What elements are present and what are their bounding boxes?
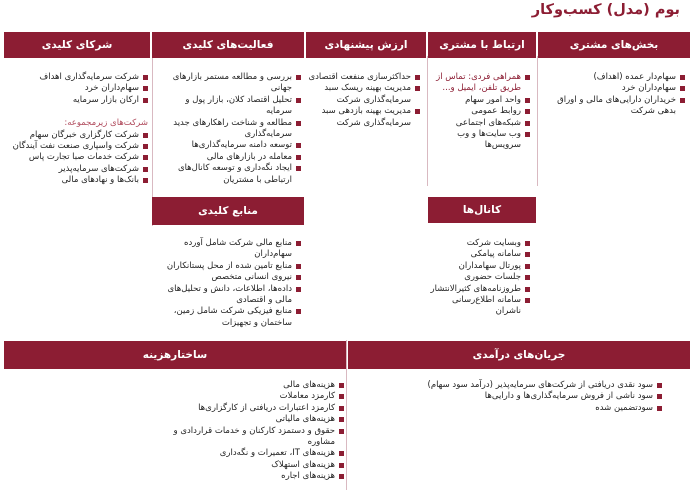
list-item: ایجاد نگه‌داری و توسعه کانال‌های ارتباطی با مشتریان xyxy=(158,163,301,186)
list-item: وب سایت‌ها و وب سرویس‌ها xyxy=(430,129,530,152)
list-item: سامانه اطلاع‌رسانی ناشران xyxy=(430,295,530,318)
page-title: بوم (مدل) کسب‌وکار xyxy=(531,2,680,18)
list-item: کارمزد اعتبارات دریافتی از کارگزاری‌ها xyxy=(170,403,344,414)
customer-relationships-header: ارتباط با مشتری xyxy=(428,32,536,58)
list-item: منابع فیزیکی شرکت شامل زمین، ساختمان و تجهیزات xyxy=(156,306,301,329)
list-item: سودتضمین شده xyxy=(400,403,662,414)
value-proposition-header: ارزش پیشنهادی xyxy=(306,32,426,58)
list-item: همراهی فردی: تماس از طریق تلفن، ایمیل و... xyxy=(430,72,530,95)
list-item: سود نقدی دریافتی از شرکت‌های سرمایه‌پذیر (درآمد سود سهام) xyxy=(400,380,662,391)
divider xyxy=(346,340,347,490)
key-resources-list xyxy=(156,238,301,329)
list-item: سامانه پیامکی xyxy=(430,249,530,260)
list-item: شرکت‌های سرمایه‌پذیر xyxy=(8,164,148,175)
value-proposition-list xyxy=(308,72,420,129)
key-resources-header: منابع کلیدی xyxy=(152,197,304,225)
list-item: توسعه دامنه سرمایه‌گذاری‌ها xyxy=(158,140,301,151)
list-item: حداکثرسازی منفعت اقتصادی xyxy=(308,72,420,83)
list-item: داده‌ها، اطلاعات، دانش و تحلیل‌های مالی و اقتصادی xyxy=(156,284,301,307)
list-item: سهام‌داران خرد xyxy=(8,83,148,94)
divider xyxy=(427,56,428,186)
list-item: طروزنامه‌های کثیرالانتشار xyxy=(430,284,530,295)
list-item: هزینه‌های مالی xyxy=(170,380,344,391)
list-item: تحلیل اقتصاد کلان، بازار پول و سرمایه xyxy=(158,95,301,118)
list-item: معامله در بازارهای مالی xyxy=(158,152,301,163)
key-activities-header: فعالیت‌های کلیدی xyxy=(152,32,304,58)
list-item: واحد امور سهام xyxy=(430,95,530,106)
revenue-streams-list xyxy=(400,380,662,414)
list-item: منابع تامین شده از محل پستانکاران xyxy=(156,261,301,272)
list-item: هزینه‌های IT، تعمیرات و نگه‌داری xyxy=(170,448,344,459)
list-item: هزینه‌های مالیاتی xyxy=(170,414,344,425)
key-partners-header: شرکای کلیدی xyxy=(4,32,150,58)
list-item: سهام‌داران خرد xyxy=(540,83,685,94)
list-item: شرکت سرمایه‌گذاری اهداف xyxy=(8,72,148,83)
list-item: کارمزد معاملات xyxy=(170,391,344,402)
list-item: مدیریت بهینه بازدهی سبد سرمایه‌گذاری شرکت xyxy=(308,106,420,129)
list-item: بررسی و مطالعه مستمر بازارهای جهانی xyxy=(158,72,301,95)
list-item: منابع مالی شرکت شامل آورده سهام‌داران xyxy=(156,238,301,261)
list-item: سود ناشی از فروش سرمایه‌گذاری‌ها و دارایی‌ها xyxy=(400,391,662,402)
list-item: مطالعه و شناخت راهکارهای جدید سرمایه‌گذاری xyxy=(158,118,301,141)
divider xyxy=(537,56,538,186)
cost-structure-header: ساختارهزینه xyxy=(4,341,346,369)
list-item: نیروی انسانی متخصص xyxy=(156,272,301,283)
list-item: شرکت خدمات صبا تجارت پاس xyxy=(8,152,148,163)
list-item: پورتال سهامداران xyxy=(430,261,530,272)
list-item: وبسایت شرکت xyxy=(430,238,530,249)
list-item: هزینه‌های اجاره xyxy=(170,471,344,482)
channels-header: کانال‌ها xyxy=(428,197,536,223)
list-item: مدیریت بهینه ریسک سبد سرمایه‌گذاری شرکت xyxy=(308,83,420,106)
list-item: شرکت واسپاری صنعت نفت آیندگان xyxy=(8,141,148,152)
key-activities-list xyxy=(158,72,301,186)
customer-segments-header: بخش‌های مشتری xyxy=(538,32,690,58)
channels-list xyxy=(430,238,530,318)
cost-structure-list xyxy=(170,380,344,483)
revenue-streams-header: جریان‌های درآمدی xyxy=(348,341,690,369)
key-partners-list xyxy=(8,72,148,187)
list-item: سهام‌دار عمده (اهداف) xyxy=(540,72,685,83)
customer-segments-list xyxy=(540,72,685,118)
list-item: هزینه‌های استهلاک xyxy=(170,460,344,471)
subsidiaries-label: شرکت‌های زیرمجموعه: xyxy=(64,118,148,129)
list-item: بانک‌ها و نهادهای مالی xyxy=(8,175,148,186)
list-item: جلسات حضوری xyxy=(430,272,530,283)
list-item: ارکان بازار سرمایه xyxy=(8,95,148,106)
list-item: شرکت کارگزاری خبرگان سهام xyxy=(8,130,148,141)
list-item: شبکه‌های اجتماعی xyxy=(430,118,530,129)
list-item: روابط عمومی xyxy=(430,106,530,117)
list-item: خریداران دارایی‌های مالی و اوراق بدهی شرکت xyxy=(540,95,685,118)
customer-relationships-list xyxy=(430,72,530,152)
list-item: حقوق و دستمزد کارکنان و خدمات قراردادی و مشاوره xyxy=(170,426,344,449)
